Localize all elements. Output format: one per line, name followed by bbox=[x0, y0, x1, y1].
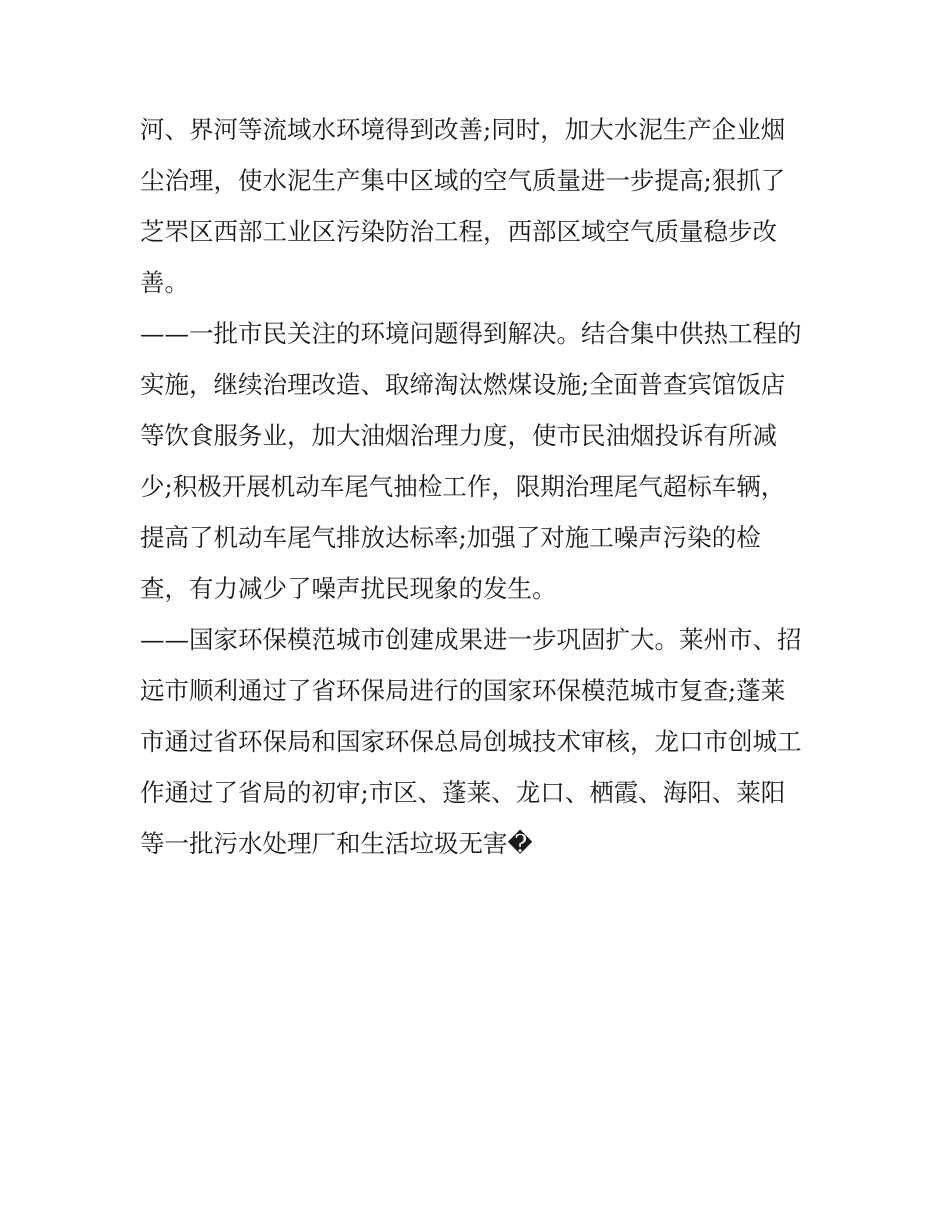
text-line: 市通过省环保局和国家环保总局创城技术审核，龙口市创城工 bbox=[140, 727, 802, 756]
body-text bbox=[140, 104, 830, 869]
text-line: ——国家环保模范城市创建成果进一步巩固扩大。莱州市、招 bbox=[140, 625, 802, 654]
text-line: 善。 bbox=[140, 268, 189, 297]
text-line: ——一批市民关注的环境问题得到解决。结合集中供热工程的 bbox=[140, 319, 802, 348]
text-line: 等饮食服务业，加大油烟治理力度，使市民油烟投诉有所减 bbox=[140, 421, 777, 450]
text-line: 实施，继续治理改造、取缔淘汰燃煤设施;全面普查宾馆饭店 bbox=[140, 370, 786, 399]
text-line: 少;积极开展机动车尾气抽检工作，限期治理尾气超标车辆， bbox=[140, 472, 786, 501]
text-line: 作通过了省局的初审;市区、蓬莱、龙口、栖霞、海阳、莱阳 bbox=[140, 778, 786, 807]
text-line: 提高了机动车尾气排放达标率;加强了对施工噪声污染的检 bbox=[140, 523, 761, 552]
text-line: 查，有力减少了噪声扰民现象的发生。 bbox=[140, 574, 557, 603]
text-line: 尘治理，使水泥生产集中区域的空气质量进一步提高;狠抓了 bbox=[140, 166, 786, 195]
text-line: 等一批污水处理厂和生活垃圾无害� bbox=[140, 829, 533, 858]
text-line: 河、界河等流域水环境得到改善;同时，加大水泥生产企业烟 bbox=[140, 115, 786, 144]
text-line: 远市顺利通过了省环保局进行的国家环保模范城市复查;蓬莱 bbox=[140, 676, 786, 705]
text-line: 芝罘区西部工业区污染防治工程，西部区域空气质量稳步改 bbox=[140, 217, 777, 246]
